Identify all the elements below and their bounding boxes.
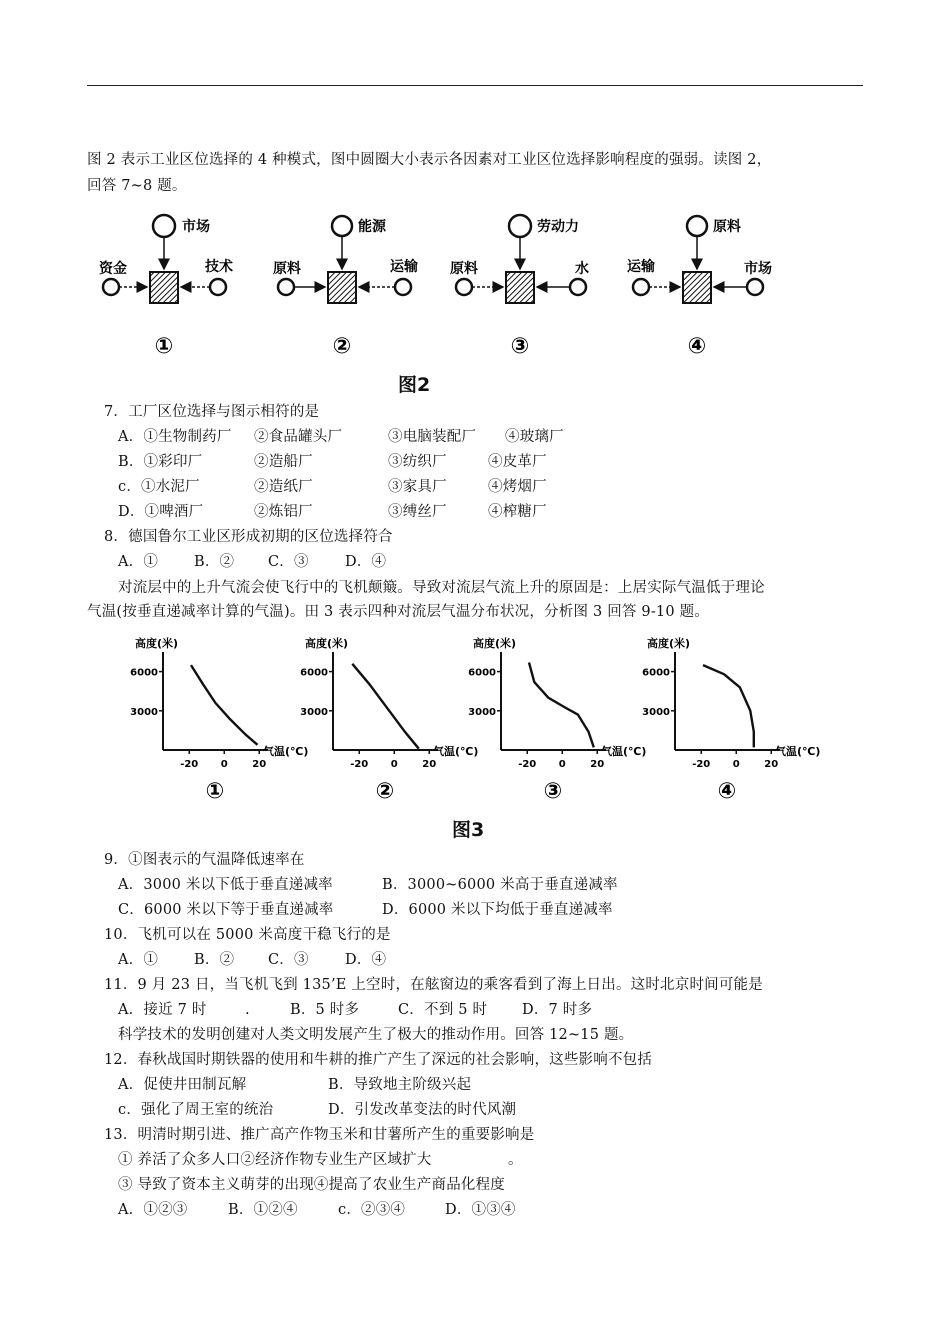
figure-3-charts <box>0 630 950 810</box>
x-axis-label: 气温(℃) <box>263 745 309 758</box>
factor-circle-top <box>509 215 531 237</box>
q8-stem: 8．德国鲁尔工业区形成初期的区位选择符合 <box>104 529 393 545</box>
factory-square <box>150 272 178 303</box>
figure-3-caption: 图3 <box>452 819 485 841</box>
x-tick-label: 0 <box>390 759 398 770</box>
q11-option-c: C．不到 5 时 <box>398 1002 488 1018</box>
factor-label-right: 技术 <box>205 259 233 275</box>
paragraph-3: 科学技术的发明创建对人类文明发展产生了极大的推动作用。回答 12~15 题。 <box>118 1027 634 1043</box>
q10-stem: 10．飞机可以在 5000 米高度干稳飞行的是 <box>104 927 391 943</box>
figure-2-caption: 图2 <box>398 374 431 396</box>
figure-2-diagram <box>0 205 950 370</box>
q7-option-c-1: c．①水泥厂 <box>118 479 200 495</box>
factor-label-top: 市场 <box>182 219 210 235</box>
q7-option-d-3: ③缚丝厂 <box>388 504 447 520</box>
model-number: ③ <box>510 334 530 359</box>
x-tick-label: 20 <box>252 759 267 770</box>
intro-line-2: 回答 7~8 题。 <box>87 178 187 194</box>
y-tick-label: 3000 <box>300 706 328 718</box>
y-axis-label: 高度(米) <box>305 637 349 650</box>
x-tick-label: -20 <box>518 759 537 770</box>
temperature-curve <box>352 664 419 749</box>
q11-stem: 11．9 月 23 日，当飞机飞到 135’E 上空时，在舷窗边的乘客看到了海上日出。这时北京时间可能是 <box>104 977 763 993</box>
y-tick-label: 6000 <box>300 667 328 679</box>
q13-statement-line-1: ① 养活了众多人口②经济作物专业生产区域扩大 <box>118 1152 432 1168</box>
fig3-panel-1 <box>130 636 308 804</box>
factor-circle-top <box>687 216 707 236</box>
factory-square <box>506 272 534 303</box>
q7-option-a-2: ②食品罐头厂 <box>254 429 343 445</box>
fig2-model-1 <box>99 215 233 359</box>
x-tick-label: -20 <box>692 759 711 770</box>
factor-label-top: 原料 <box>713 219 741 235</box>
q7-stem: 7．工厂区位选择与图示相符的是 <box>104 404 320 420</box>
factor-circle-right <box>210 279 226 295</box>
temperature-curve <box>529 663 594 748</box>
q8-option-d: D．④ <box>345 554 387 570</box>
fig2-model-4 <box>627 216 772 359</box>
factor-circle-right <box>570 279 586 295</box>
q10-option-d: D．④ <box>345 952 387 968</box>
y-tick-label: 3000 <box>130 706 158 718</box>
model-number: ① <box>154 334 174 359</box>
x-tick-label: 20 <box>764 759 779 770</box>
factor-label-left: 资金 <box>99 261 127 277</box>
y-tick-label: 6000 <box>468 667 496 679</box>
q7-option-c-4: ④烤烟厂 <box>488 479 547 495</box>
factor-label-top: 劳动力 <box>537 219 579 235</box>
panel-number: ① <box>205 779 225 804</box>
fig2-model-3 <box>450 215 589 359</box>
factor-circle-left <box>456 279 472 295</box>
q12-option-a: A．促使井田制瓦解 <box>118 1077 247 1093</box>
factor-label-right: 运输 <box>390 259 418 275</box>
x-tick-label: -20 <box>350 759 369 770</box>
q9-option-d: D．6000 米以下均低于垂直递减率 <box>382 902 613 918</box>
y-tick-label: 3000 <box>642 706 670 718</box>
fig3-panel-2 <box>300 636 478 804</box>
factor-label-left: 原料 <box>450 261 478 277</box>
fig2-model-2 <box>273 216 418 359</box>
factor-circle-top <box>153 215 175 237</box>
x-axis-label: 气温(℃) <box>775 745 821 758</box>
q11-option-b: B．5 时多 <box>290 1002 360 1018</box>
q11-option-d: D．7 时多 <box>522 1002 593 1018</box>
q12-option-c: c．强化了周王室的统治 <box>118 1102 274 1118</box>
factory-square <box>328 272 356 303</box>
x-axis-label: 气温(℃) <box>433 745 479 758</box>
y-tick-label: 6000 <box>642 667 670 679</box>
y-axis-label: 高度(米) <box>473 637 517 650</box>
paragraph-2-line-2: 气温(按垂直递减率计算的气温)。田 3 表示四种对流层气温分布状况，分析图 3 回答 9-10 题。 <box>87 604 709 620</box>
x-tick-label: 20 <box>422 759 437 770</box>
fig3-panel-3 <box>468 636 646 804</box>
model-number: ② <box>332 334 352 359</box>
y-tick-label: 3000 <box>468 706 496 718</box>
q7-option-c-3: ③家具厂 <box>388 479 447 495</box>
q7-option-a-3: ③电脑装配厂 <box>388 429 477 445</box>
q7-option-c-2: ②造纸厂 <box>254 479 313 495</box>
q8-option-c: C．③ <box>268 554 309 570</box>
x-tick-label: 0 <box>732 759 740 770</box>
q8-option-b: B．② <box>194 554 235 570</box>
x-tick-label: 20 <box>590 759 605 770</box>
q7-option-d-4: ④榨糖厂 <box>488 504 547 520</box>
y-axis-label: 高度(米) <box>135 637 179 650</box>
q12-option-b: B．导致地主阶级兴起 <box>328 1077 472 1093</box>
panel-number: ② <box>375 779 395 804</box>
q9-option-b: B．3000~6000 米高于垂直递减率 <box>382 877 618 893</box>
q7-option-b-1: B．①彩印厂 <box>118 454 203 470</box>
q7-option-a-4: ④玻璃厂 <box>505 429 564 445</box>
q11-option-a: A．接近 7 时 <box>118 1002 207 1018</box>
factory-square <box>683 272 711 303</box>
q13-option-a: A．①②③ <box>118 1202 188 1218</box>
intro-line-1: 图 2 表示工业区位选择的 4 种模式，图中圆圈大小表示各因素对工业区位选择影响程度的强弱。读图 2， <box>87 152 772 168</box>
panel-number: ③ <box>543 779 563 804</box>
q9-stem: 9．①图表示的气温降低速率在 <box>104 852 305 868</box>
temperature-curve <box>703 665 754 747</box>
factor-circle-right <box>747 279 763 295</box>
factor-label-right: 市场 <box>744 261 772 277</box>
q9-option-c: C．6000 米以下等于垂直递减率 <box>118 902 334 918</box>
q13-option-c: c．②③④ <box>338 1202 406 1218</box>
q10-option-a: A．① <box>118 952 159 968</box>
x-tick-label: -20 <box>180 759 199 770</box>
q10-option-c: C．③ <box>268 952 309 968</box>
factor-label-right: 水 <box>575 261 589 277</box>
x-axis-label: 气温(℃) <box>601 745 647 758</box>
factor-circle-top <box>332 216 352 236</box>
q7-option-d-2: ②炼铝厂 <box>254 504 313 520</box>
fig3-panel-4 <box>642 636 820 804</box>
factor-circle-left <box>278 279 294 295</box>
q10-option-b: B．② <box>194 952 235 968</box>
q12-option-d: D．引发改革变法的时代风潮 <box>328 1102 517 1118</box>
q13-option-d: D．①③④ <box>445 1202 516 1218</box>
header-rule <box>87 85 863 86</box>
y-axis-label: 高度(米) <box>647 637 691 650</box>
factor-circle-left <box>633 279 649 295</box>
x-tick-label: 0 <box>220 759 228 770</box>
factor-circle-right <box>395 279 411 295</box>
q11-stray-mark: . <box>245 1002 250 1018</box>
factor-label-top: 能源 <box>358 219 386 235</box>
q13-stem: 13．明清时期引进、推广高产作物玉米和甘薯所产生的重要影响是 <box>104 1127 535 1143</box>
x-tick-label: 0 <box>558 759 566 770</box>
q13-statement-line-2: ③ 导致了资本主义萌芽的出现④提高了农业生产商品化程度 <box>118 1177 506 1193</box>
factor-circle-left <box>103 279 119 295</box>
q7-option-b-3: ③纺织厂 <box>388 454 447 470</box>
y-tick-label: 6000 <box>130 667 158 679</box>
q8-option-a: A．① <box>118 554 159 570</box>
q13-option-b: B．①②④ <box>228 1202 298 1218</box>
q7-option-a-1: A．①生物制药厂 <box>118 429 232 445</box>
q13-stray-mark: 。 <box>508 1152 523 1168</box>
factor-label-left: 原料 <box>273 261 301 277</box>
temperature-curve <box>191 665 258 745</box>
factor-label-left: 运输 <box>627 259 655 275</box>
q12-stem: 12．春秋战国时期铁器的使用和牛耕的推广产生了深远的社会影响，这些影响不包括 <box>104 1052 653 1068</box>
panel-number: ④ <box>717 779 737 804</box>
q7-option-b-2: ②造船厂 <box>254 454 313 470</box>
q7-option-b-4: ④皮革厂 <box>488 454 547 470</box>
q7-option-d-1: D．①啤酒厂 <box>118 504 204 520</box>
q9-option-a: A．3000 米以下低于垂直递减率 <box>118 877 333 893</box>
paragraph-2-line-1: 对流层中的上升气流会使飞行中的飞机颠簸。导致对流层气流上升的原固是：上居实际气温低于理论 <box>118 580 765 596</box>
model-number: ④ <box>687 334 707 359</box>
